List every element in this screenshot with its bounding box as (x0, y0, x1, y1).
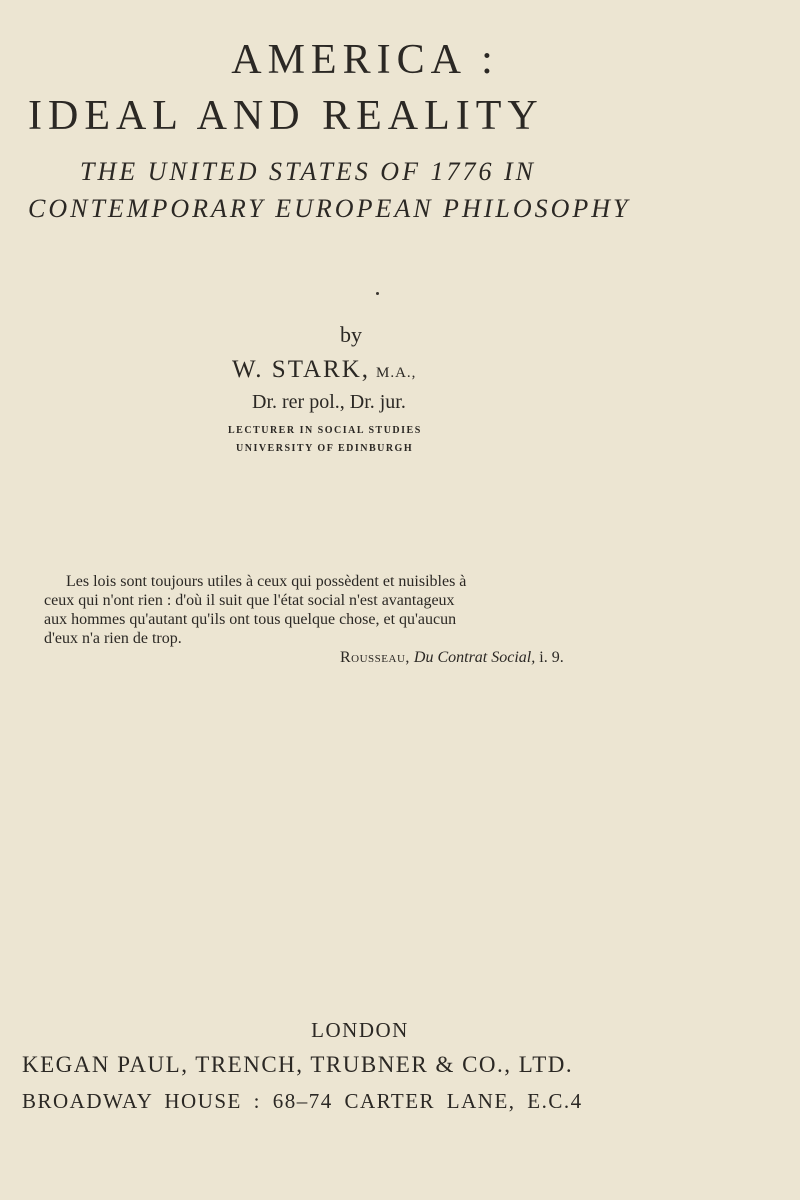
subtitle-line-2: CONTEMPORARY EUROPEAN PHILOSOPHY (28, 194, 631, 223)
author-position-line-1: LECTURER IN SOCIAL STUDIES (228, 425, 422, 436)
imprint-city: LONDON (311, 1018, 409, 1042)
epigraph-author: Rousseau, (340, 649, 410, 666)
epigraph-line: aux hommes qu'autant qu'ils ont tous quelque chose, et qu'aucun (44, 611, 457, 628)
epigraph-reference: i. 9. (539, 649, 564, 666)
epigraph-work: Du Contrat Social, (413, 649, 536, 666)
imprint-address: BROADWAY HOUSE : 68–74 CARTER LANE, E.C.4 (22, 1089, 583, 1113)
author-name-line (232, 356, 416, 384)
ornament-dot (376, 292, 379, 295)
epigraph-quote (44, 572, 684, 648)
imprint-publisher: KEGAN PAUL, TRENCH, TRUBNER & CO., LTD. (22, 1052, 574, 1077)
epigraph-line: Les lois sont toujours utiles à ceux qui possèdent et nuisibles à (66, 573, 467, 590)
title-line-1: AMERICA : (231, 37, 499, 83)
author-name: W. STARK, (232, 356, 371, 383)
author-position-line-2: UNIVERSITY OF EDINBURGH (236, 443, 414, 454)
epigraph-line: ceux qui n'ont rien : d'où il suit que l'état social n'est avantageux (44, 592, 455, 609)
epigraph-line: d'eux n'a rien de trop. (44, 630, 182, 647)
epigraph-attribution (340, 649, 564, 667)
author-degree: M.A., (376, 365, 417, 381)
byline: by (340, 322, 362, 347)
subtitle-line-1: THE UNITED STATES OF 1776 IN (80, 157, 536, 186)
title-line-2: IDEAL AND REALITY (28, 93, 544, 139)
author-degrees: Dr. rer pol., Dr. jur. (252, 391, 406, 413)
